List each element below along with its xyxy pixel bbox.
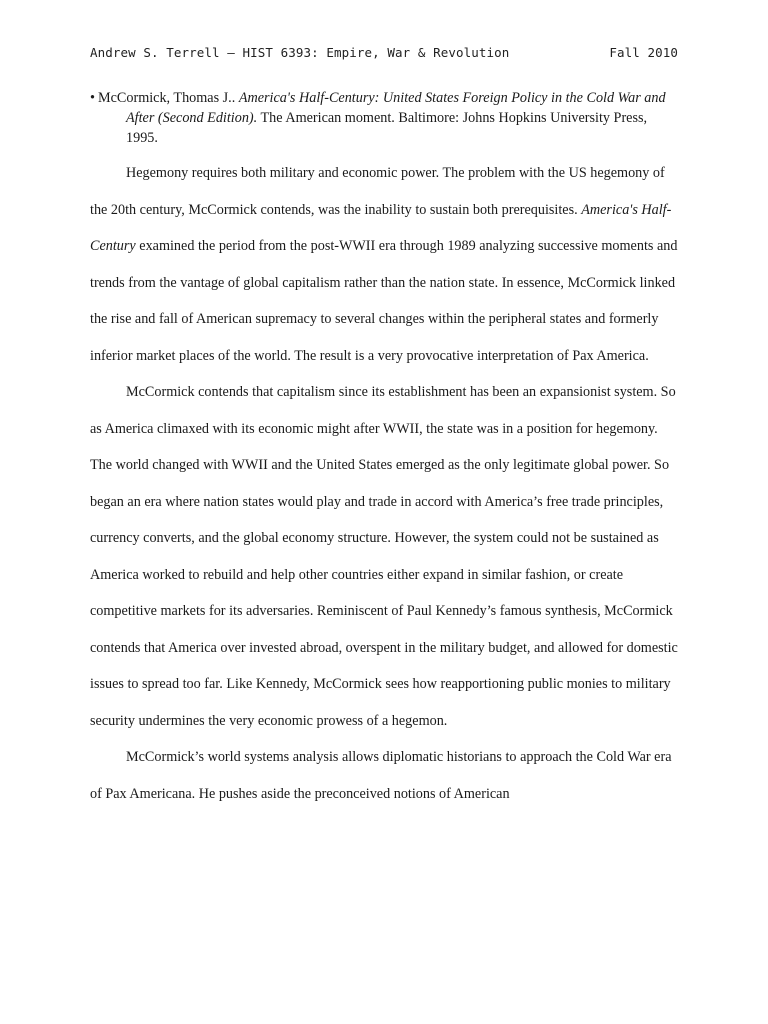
citation-title: America's Half-Century: United States Foreign Policy in the Cold War and After (Second Edition).	[126, 90, 666, 126]
paragraph-1	[90, 155, 680, 374]
bibliographic-citation	[90, 88, 680, 148]
document-body	[90, 88, 680, 812]
bullet-icon: •	[90, 90, 95, 106]
header-course-title: Andrew S. Terrell – HIST 6393: Empire, War & Revolution	[90, 45, 510, 60]
paragraph-1-text-a: Hegemony requires both military and economic power. The problem with the US hegemony of the 20th century, McCormick contends, was the inability to sustain both prerequisites.	[90, 165, 665, 218]
header-term: Fall 2010	[609, 45, 678, 60]
paragraph-1-text-b: examined the period from the post-WWII era through 1989 analyzing successive moments and trends from the vantage of global capitalism rather than the nation state. In essence, McCormick linked the rise and fall of American supremacy to several changes within the peripheral states and formerly inferior market places of the world. The result is a very provocative interpretation of Pax America.	[90, 238, 678, 364]
citation-publication: The American moment. Baltimore: Johns Hopkins University Press, 1995.	[126, 110, 648, 146]
paragraph-3: McCormick’s world systems analysis allows diplomatic historians to approach the Cold War era of Pax Americana. He pushes aside the preconceived notions of American	[90, 749, 672, 802]
citation-author: McCormick, Thomas J..	[98, 90, 236, 106]
paragraph-2: McCormick contends that capitalism since its establishment has been an expansionist system. So as America climaxed with its economic might after WWII, the state was in a position for hegemony. The world changed with WWII and the United States emerged as the only legitimate global power. So began an era where nation states would play and trade in accord with America’s free trade principles, currency converts, and the global economy structure. However, the system could not be sustained as America worked to rebuild and help other countries either expand in similar fashion, or create competitive markets for its adversaries. Reminiscent of Paul Kennedy’s famous synthesis, McCormick contends that America over invested abroad, overspent in the military budget, and allowed for domestic issues to spread too far. Like Kennedy, McCormick sees how reapportioning public monies to military security undermines the very economic prowess of a hegemon.	[90, 384, 678, 729]
paragraph-1-book-title: America's Half-Century	[90, 201, 672, 254]
